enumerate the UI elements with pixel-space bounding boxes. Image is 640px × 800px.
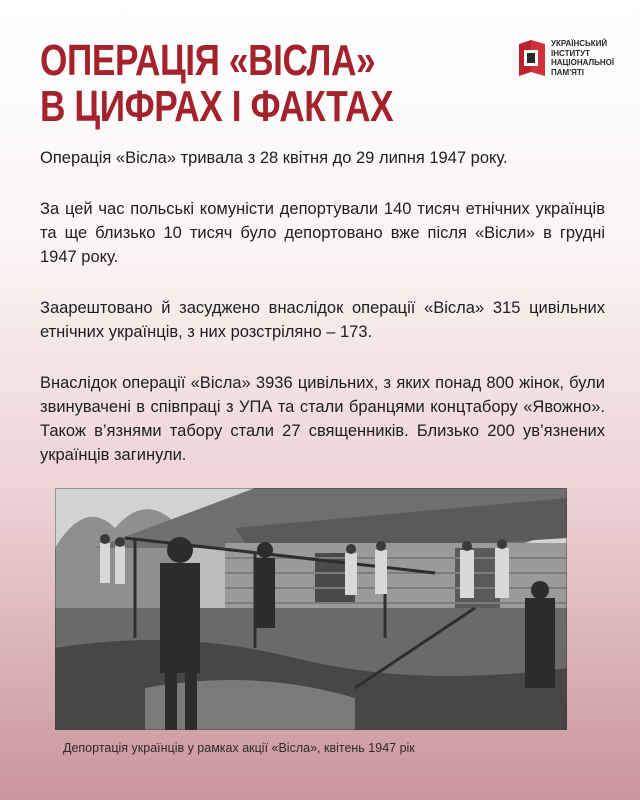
paragraph-dates: Операція «Вісла» тривала з 28 квітня до 29 липня 1947 року. <box>40 149 508 167</box>
logo-text-line-3: НАЦІОНАЛЬНОЇ <box>551 58 615 67</box>
logo-text-line-2: ІНСТИТУТ <box>551 48 590 58</box>
photo-caption: Депортація українців у рамках акції «Вісла», квітень 1947 рік <box>63 741 415 755</box>
logo-text-line-1: УКРАЇНСЬКИЙ <box>551 39 608 48</box>
photo-scene-illustration <box>55 488 567 730</box>
paragraph-deportations: За цей час польські комуністи депортували 140 тисяч етнічних українців та ще близько 10 тисяч було депортовано вже після «Вісли» в грудні 1947 року. <box>40 200 605 266</box>
institute-logo <box>517 38 627 82</box>
title-line-2: В ЦИФРАХ І ФАКТАХ <box>40 82 394 131</box>
article-body <box>40 146 605 494</box>
institute-logo-text <box>551 39 614 77</box>
page-title <box>40 38 393 130</box>
logo-text-line-4: ПАМ'ЯТІ <box>551 67 584 77</box>
institute-logo-icon <box>517 38 549 78</box>
paragraph-camp: Внаслідок операції «Вісла» 3936 цивільних, з яких понад 800 жінок, були звинувачені в співпраці з УПА та стали бранцями концтабору «Явожно». Також в’язнями табору стали 27 священників. Близько 200 ув’язнених українців загинули. <box>40 374 605 464</box>
paragraph-arrests: Заарештовано й засуджено внаслідок операції «Вісла» 315 цивільних етнічних українців, з них розстріляно – 173. <box>40 299 605 341</box>
historical-photo <box>55 488 567 730</box>
title-line-1: ОПЕРАЦІЯ «ВІСЛА» <box>40 36 376 85</box>
